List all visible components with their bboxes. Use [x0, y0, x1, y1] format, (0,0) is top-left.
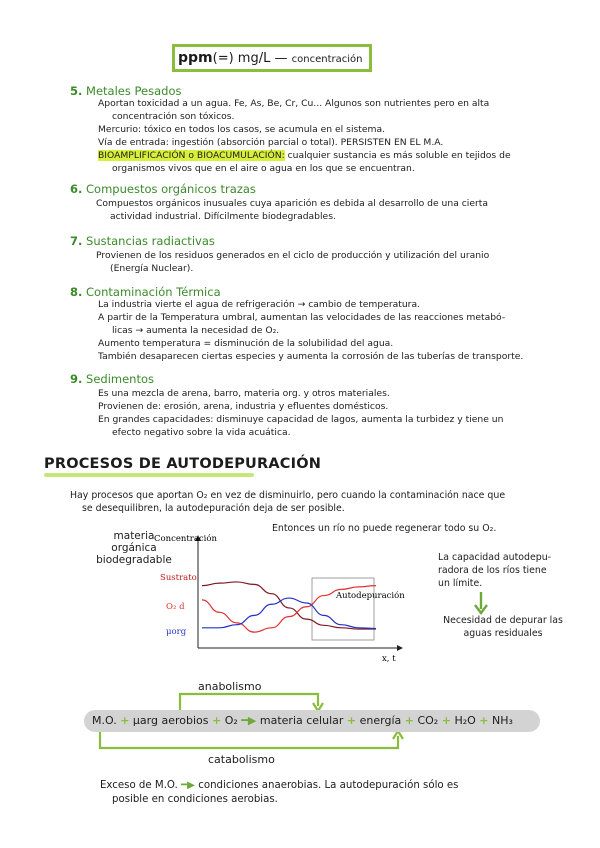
- anabolismo-label: anabolismo: [198, 680, 262, 693]
- auto-paragraph-line1: Hay procesos que aportan O₂ en vez de disminuirlo, pero cuando la contaminación nace que: [70, 490, 506, 501]
- section-8-heading: 8. Contaminación Térmica: [70, 285, 221, 299]
- s8-line5: También desaparecen ciertas especies y aumenta la corrosión de las tuberías de transporte.: [98, 351, 524, 362]
- exceso-line1: Exceso de M.O. ━▶ condiciones anaerobias. La autodepuración sólo es: [100, 780, 459, 791]
- s5-line2: concentración son tóxicos.: [112, 111, 235, 122]
- y-axis-label: Concentración: [154, 534, 217, 544]
- s5-line4: Vía de entrada: ingestión (absorción parcial o total). PERSISTEN EN EL M.A.: [98, 137, 444, 148]
- s8-line1: La industria vierte el agua de refrigeración → cambio de temperatura.: [98, 299, 421, 310]
- auto-paragraph-line2: se desequilibren, la autodepuración deja de ser posible.: [82, 503, 345, 514]
- s9-line2: Provienen de: erosión, arena, industria y efluentes domésticos.: [98, 401, 389, 412]
- capacidad-note: La capacidad autodepu- radora de los ríos tiene un límite.: [438, 552, 552, 589]
- section-7-heading: 7. Sustancias radiactivas: [70, 234, 215, 248]
- legend-uorg: μorg: [166, 627, 187, 637]
- arrow-icon: ━▶: [181, 780, 195, 791]
- s9-line1: Es una mezcla de arena, barro, materia org. y otros materiales.: [98, 388, 390, 399]
- s5-line5: BIOAMPLIFICACIÓN o BIOACUMULACIÓN: cualquier sustancia es más soluble en tejidos de: [98, 150, 511, 161]
- s8-line3: licas → aumenta la necesidad de O₂.: [112, 325, 280, 336]
- s5-line6: organismos vivos que en el aire o agua en los que se encuentran.: [112, 163, 415, 174]
- section-title-autodepuracion: PROCESOS DE AUTODEPURACIÓN: [44, 456, 322, 472]
- x-axis-label: x, t: [382, 654, 396, 664]
- s9-line4: efecto negativo sobre la vida acuática.: [112, 427, 291, 438]
- ppm-bold: ppm: [178, 50, 213, 66]
- catabolismo-label: catabolismo: [208, 753, 275, 766]
- section-5-heading: 5. Metales Pesados: [70, 84, 182, 98]
- legend-o2d: O₂ d: [166, 602, 185, 612]
- legend-sustrato: Sustrato: [160, 573, 197, 583]
- section-9-heading: 9. Sedimentos: [70, 372, 155, 386]
- s6-line1: Compuestos orgánicos inusuales cuya aparición es debida al desarrollo de una cierta: [96, 198, 489, 209]
- ppm-rest: (=) mg/L —: [212, 51, 292, 66]
- highlight-bioamplificacion: BIOAMPLIFICACIÓN o BIOACUMULACIÓN:: [98, 150, 285, 161]
- s5-line3: Mercurio: tóxico en todos los casos, se acumula en el sistema.: [98, 124, 386, 135]
- s6-line2: actividad industrial. Difícilmente biodegradables.: [110, 211, 336, 222]
- s5-line1: Aportan toxicidad a un agua. Fe, As, Be, Cr, Cu... Algunos son nutrientes pero en alta: [98, 98, 490, 109]
- autodepuracion-annotation: Autodepuración: [336, 591, 405, 601]
- arrow-icon: ━▶: [241, 714, 257, 727]
- s7-line2: (Energía Nuclear).: [110, 263, 194, 274]
- s9-line3: En grandes capacidades: disminuye capacidad de lagos, aumenta la turbidez y tiene un: [98, 414, 504, 425]
- s8-line2: A partir de la Temperatura umbral, aumentan las velocidades de las reacciones metabó-: [98, 312, 506, 323]
- metabolism-equation: M.O. + μarg aerobios + O₂ ━▶ materia celular + energía + CO₂ + H₂O + NH₃: [92, 714, 513, 727]
- s8-line4: Aumento temperatura = disminución de la solubilidad del agua.: [98, 338, 394, 349]
- necesidad-note: Necesidad de depurar las aguas residuales: [443, 615, 563, 639]
- s7-line1: Provienen de los residuos generados en el ciclo de producción y utilización del uranio: [96, 250, 490, 261]
- section-6-heading: 6. Compuestos orgánicos trazas: [70, 182, 256, 196]
- exceso-line2: posible en condiciones aerobias.: [112, 794, 278, 805]
- entonces-note: Entonces un río no puede regenerar todo su O₂.: [272, 523, 497, 534]
- ppm-small: concentración: [291, 54, 363, 65]
- materia-organica-label: materia orgánica biodegradable: [96, 530, 172, 566]
